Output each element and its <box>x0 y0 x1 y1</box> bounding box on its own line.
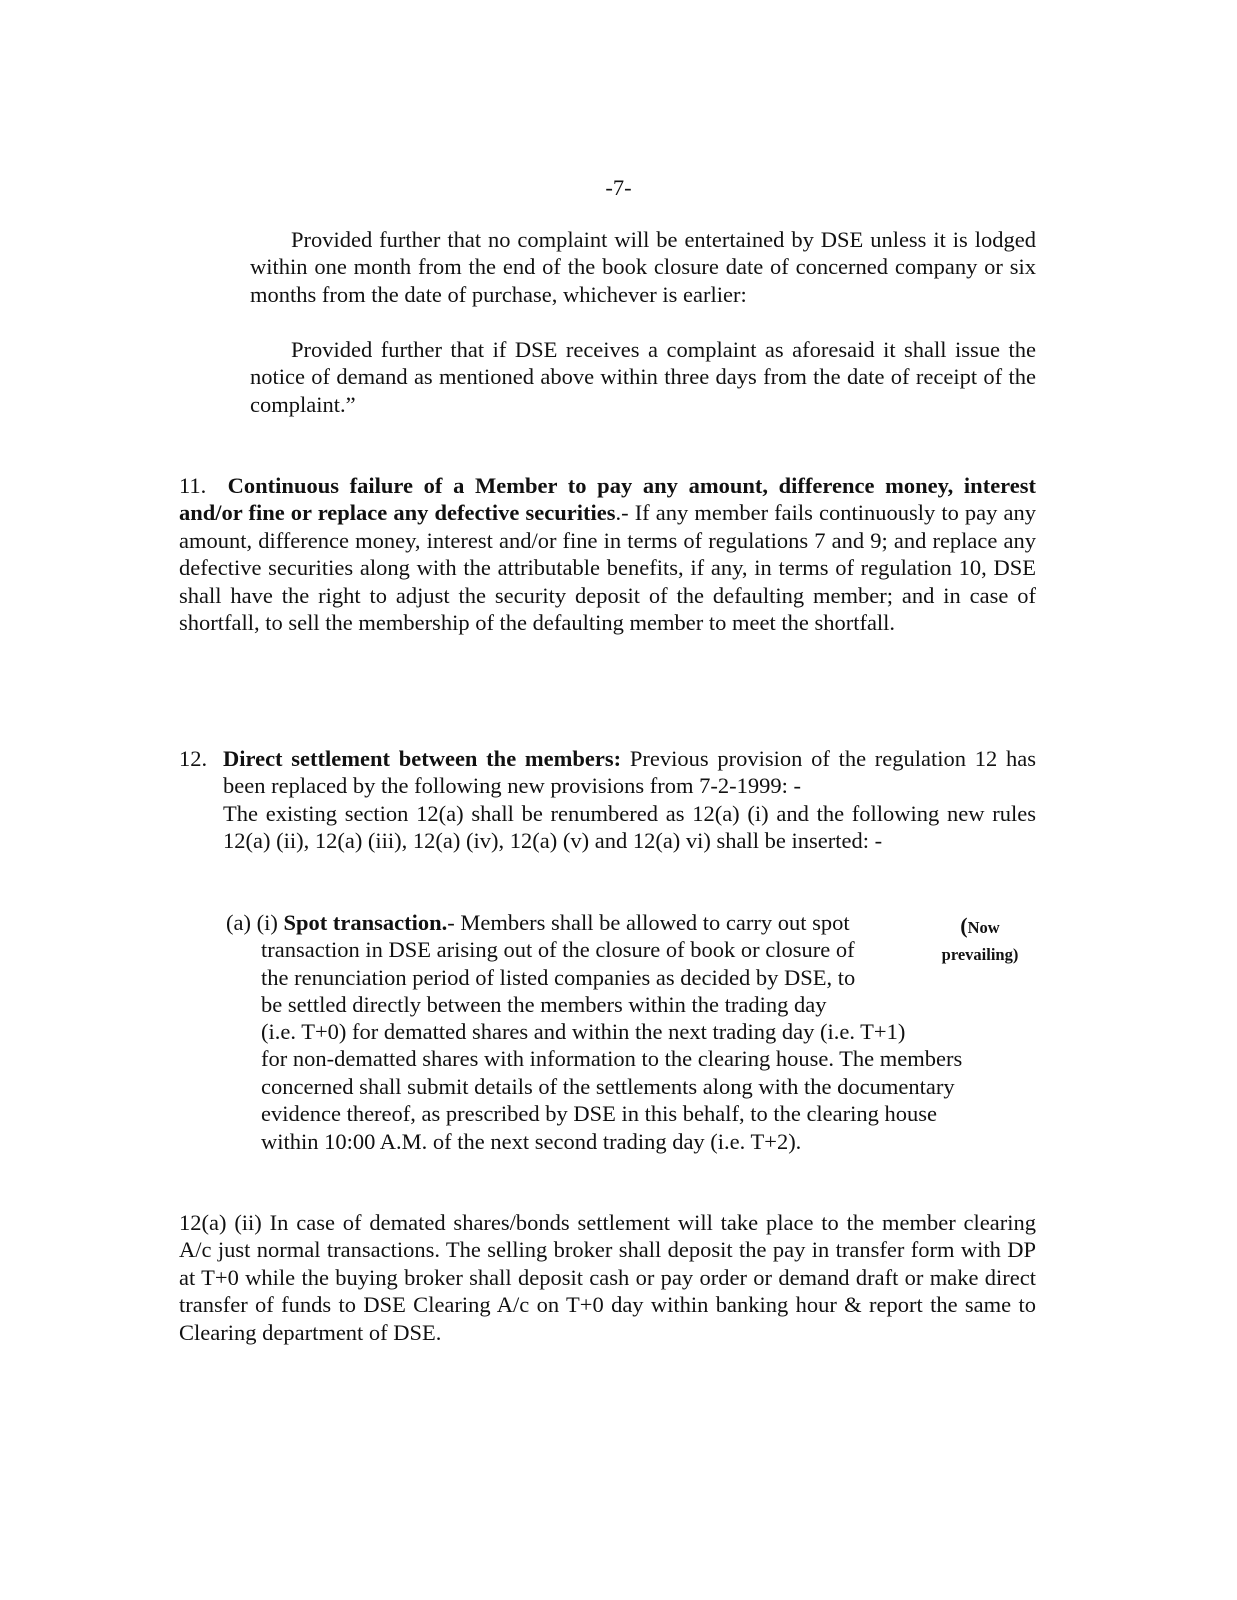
side-note-line-2: prevailing) <box>941 945 1019 964</box>
section-11-heading: Continuous failure of a Member to pay any amount, difference money, interest and/or fine or replace any defective securities <box>179 473 1036 526</box>
spot-line-8: evidence thereof, as prescribed by DSE in this behalf, to the clearing house <box>261 1101 938 1127</box>
spot-line-3: the renunciation period of listed companies as decided by DSE, to <box>261 964 856 990</box>
spot-line-5: (i.e. T+0) for dematted shares and within the next trading day (i.e. T+1) <box>261 1019 906 1044</box>
spot-line-9: within 10:00 A.M. of the next second trading day (i.e. T+2). <box>261 1128 802 1154</box>
proviso-paragraph-1: Provided further that no complaint will be entertained by DSE unless it is lodged within one month from the end of the book closure date of concerned company or six months from the date of purchase, whichever is earlier: <box>250 227 1036 307</box>
spot-transaction-clause <box>226 909 896 1019</box>
page-number: -7- <box>605 175 632 200</box>
spot-line-2: transaction in DSE arising out of the closure of book or closure of <box>261 937 855 963</box>
side-note-now-prevailing <box>930 912 1030 968</box>
spot-line-6: for non-dematted shares with information to the clearing house. The members <box>261 1046 963 1072</box>
clause-label: (a) (i) <box>226 910 284 935</box>
section-11-body: .- If any member fails continuously to pay any amount, difference money, interest and/or fine in terms of regulations 7 and 9; and replace any defective securities along with the attributable benefits, if any, in terms of regulation 10, DSE shall have the right to adjust the security deposit of the defaulting member; and in case of shortfall, to sell the membership of the defaulting member to meet the shortfall. <box>179 500 1036 636</box>
side-note-line-1: Now <box>967 918 1000 937</box>
spot-transaction-first-line <box>226 909 896 936</box>
spot-transaction-heading: Spot transaction. <box>283 910 448 935</box>
spot-transaction-continuation <box>261 1018 1041 1155</box>
section-11-number: 11. <box>179 473 207 498</box>
side-note-paren: ( <box>960 913 968 938</box>
proviso-paragraph-2: Provided further that if DSE receives a complaint as aforesaid it shall issue the notice of demand as mentioned above within three days from the date of receipt of the complaint.” <box>250 337 1036 417</box>
section-11 <box>179 472 1036 636</box>
section-12-heading: Direct settlement between the members: <box>223 746 622 771</box>
spot-line-4: be settled directly between the members within the trading day <box>261 992 827 1018</box>
clause-12a-ii: 12(a) (ii) In case of demated shares/bonds settlement will take place to the member clearing A/c just normal transactions. The selling broker shall deposit the pay in transfer form with DP at T+0 while the buying broker shall deposit cash or pay order or demand draft or make direct transfer of funds to DSE Clearing A/c on T+0 day within banking hour & report the same to Clearing department of DSE. <box>179 1210 1036 1345</box>
section-12-renumber-note: The existing section 12(a) shall be renumbered as 12(a) (i) and the following new rules 12(a) (ii), 12(a) (iii), 12(a) (iv), 12(a) (v) and 12(a) vi) shall be inserted: - <box>223 800 1036 854</box>
section-12-number: 12. <box>179 746 208 771</box>
section-12-body-1: Previous provision of the regulation 12 has been replaced by the following new provisions from 7-2-1999: - <box>223 746 1036 799</box>
section-12-intro <box>223 745 1036 800</box>
section-12 <box>179 745 1036 855</box>
spot-line-1: - Members shall be allowed to carry out spot <box>447 910 850 935</box>
spot-line-7: concerned shall submit details of the settlements along with the documentary <box>261 1073 955 1099</box>
